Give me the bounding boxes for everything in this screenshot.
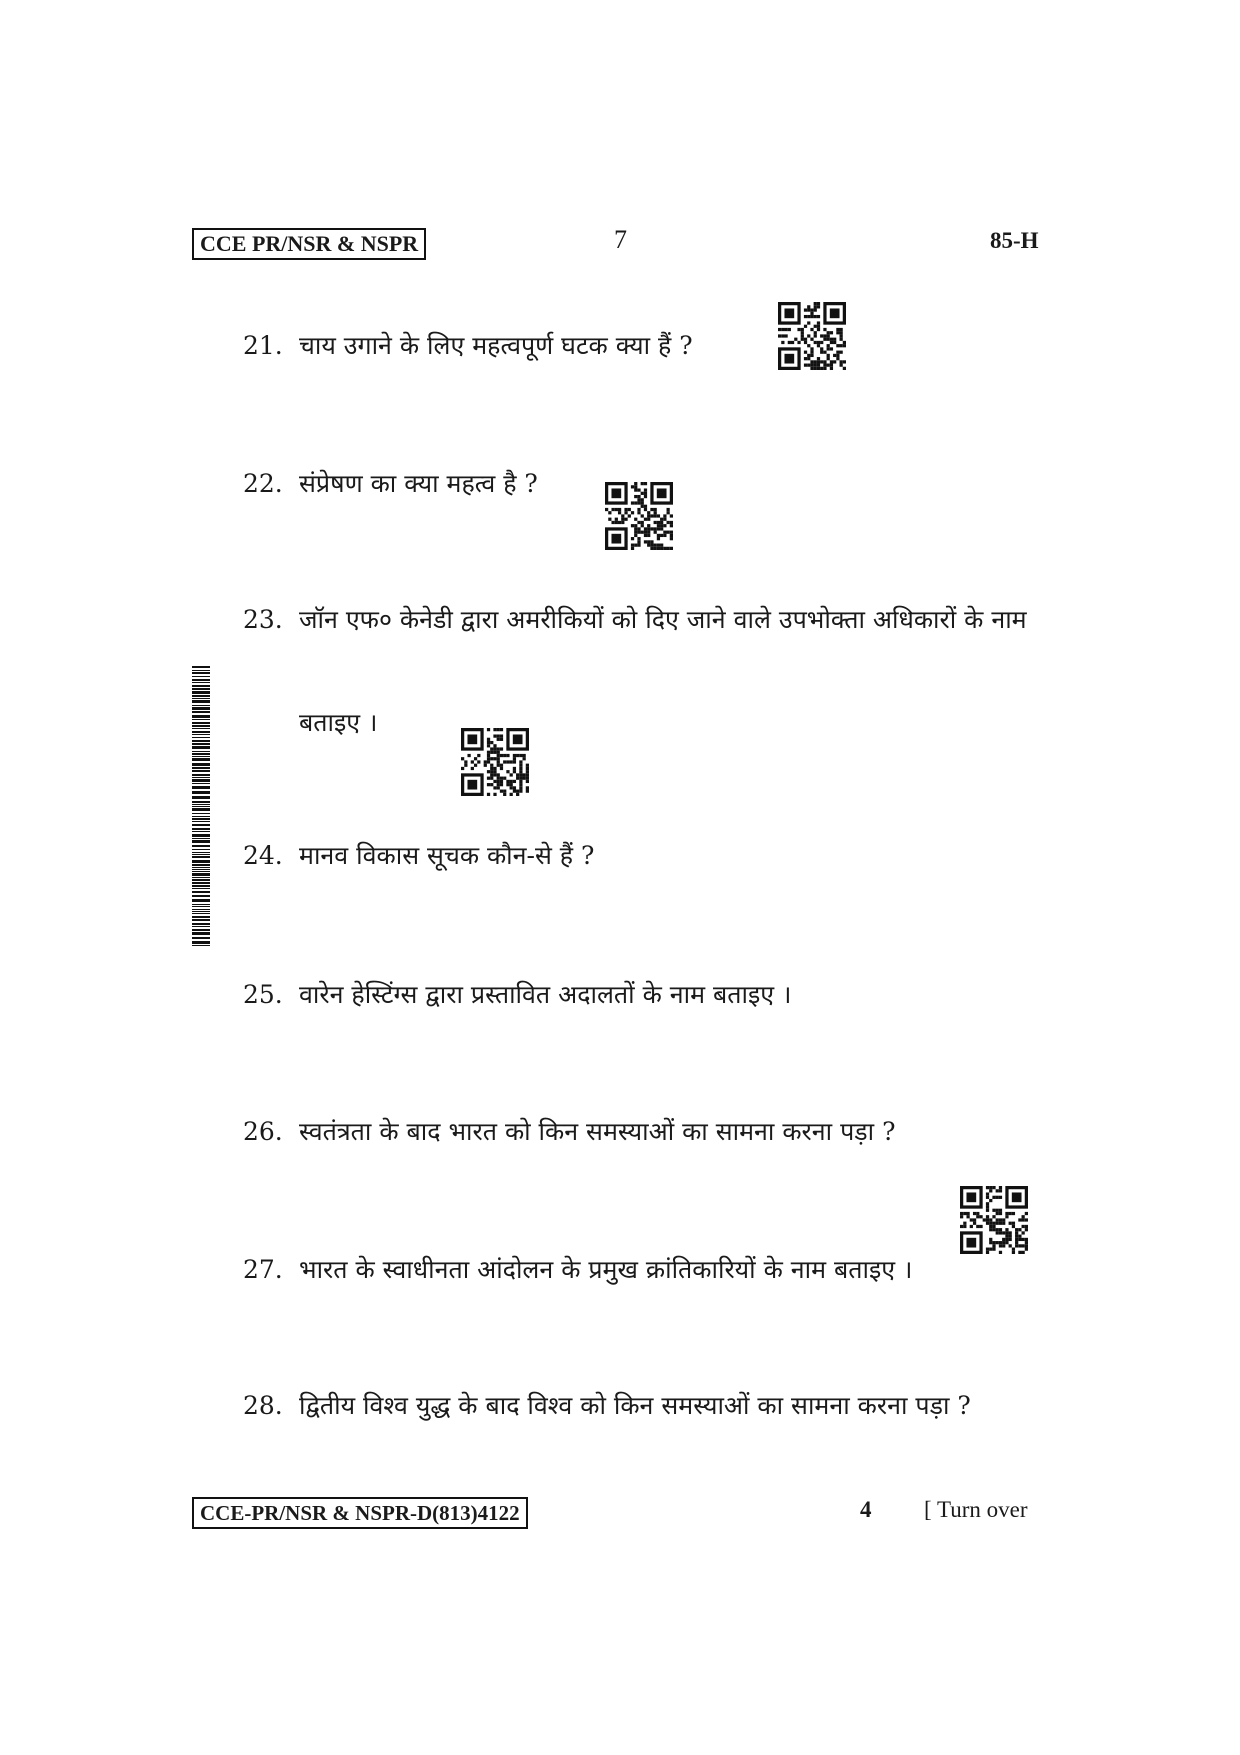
question-text: संप्रेषण का क्या महत्व है ? bbox=[299, 469, 538, 498]
header-left-code: CCE PR/NSR & NSPR bbox=[192, 228, 426, 260]
question-number: 26. bbox=[243, 1117, 283, 1146]
question-text: बताइए । bbox=[299, 708, 378, 737]
question-21 bbox=[243, 328, 693, 362]
question-text: जॉन एफ० केनेडी द्वारा अमरीकियों को दिए जाने वाले उपभोक्ता अधिकारों के नाम bbox=[299, 605, 1027, 634]
question-25 bbox=[243, 977, 792, 1011]
question-24 bbox=[243, 838, 594, 872]
turn-over-label: [ Turn over bbox=[924, 1497, 1028, 1522]
question-22 bbox=[243, 466, 538, 500]
question-number: 27. bbox=[243, 1255, 283, 1284]
question-text: मानव विकास सूचक कौन-से हैं ? bbox=[299, 841, 595, 870]
question-number: 22. bbox=[243, 469, 283, 498]
question-23-continued bbox=[299, 705, 378, 739]
question-text: चाय उगाने के लिए महत्वपूर्ण घटक क्या हैं ? bbox=[299, 331, 693, 360]
question-28 bbox=[243, 1388, 971, 1422]
footer-code: CCE-PR/NSR & NSPR-D(813)4122 bbox=[192, 1497, 528, 1529]
question-text: वारेन हेस्टिंग्स द्वारा प्रस्तावित अदालतों के नाम बताइए । bbox=[299, 980, 792, 1009]
qr-code-icon[interactable] bbox=[778, 302, 846, 370]
question-26 bbox=[243, 1114, 895, 1148]
question-number: 24. bbox=[243, 841, 283, 870]
question-number: 21. bbox=[243, 331, 283, 360]
qr-code-icon[interactable] bbox=[605, 482, 673, 550]
question-number: 28. bbox=[243, 1391, 283, 1420]
question-23 bbox=[243, 602, 1027, 636]
qr-code-icon[interactable] bbox=[960, 1186, 1028, 1254]
question-text: द्वितीय विश्व युद्ध के बाद विश्व को किन समस्याओं का सामना करना पड़ा ? bbox=[299, 1391, 971, 1420]
page-number: 7 bbox=[614, 225, 627, 254]
question-number: 23. bbox=[243, 605, 283, 634]
question-27 bbox=[243, 1252, 913, 1286]
question-text: स्वतंत्रता के बाद भारत को किन समस्याओं का सामना करना पड़ा ? bbox=[299, 1117, 896, 1146]
qr-code-icon[interactable] bbox=[461, 728, 529, 796]
sheet-number: 4 bbox=[860, 1497, 872, 1522]
header-right-code: 85-H bbox=[990, 228, 1039, 253]
barcode-icon bbox=[192, 666, 210, 946]
question-text: भारत के स्वाधीनता आंदोलन के प्रमुख क्रांतिकारियों के नाम बताइए । bbox=[299, 1255, 913, 1284]
question-number: 25. bbox=[243, 980, 283, 1009]
